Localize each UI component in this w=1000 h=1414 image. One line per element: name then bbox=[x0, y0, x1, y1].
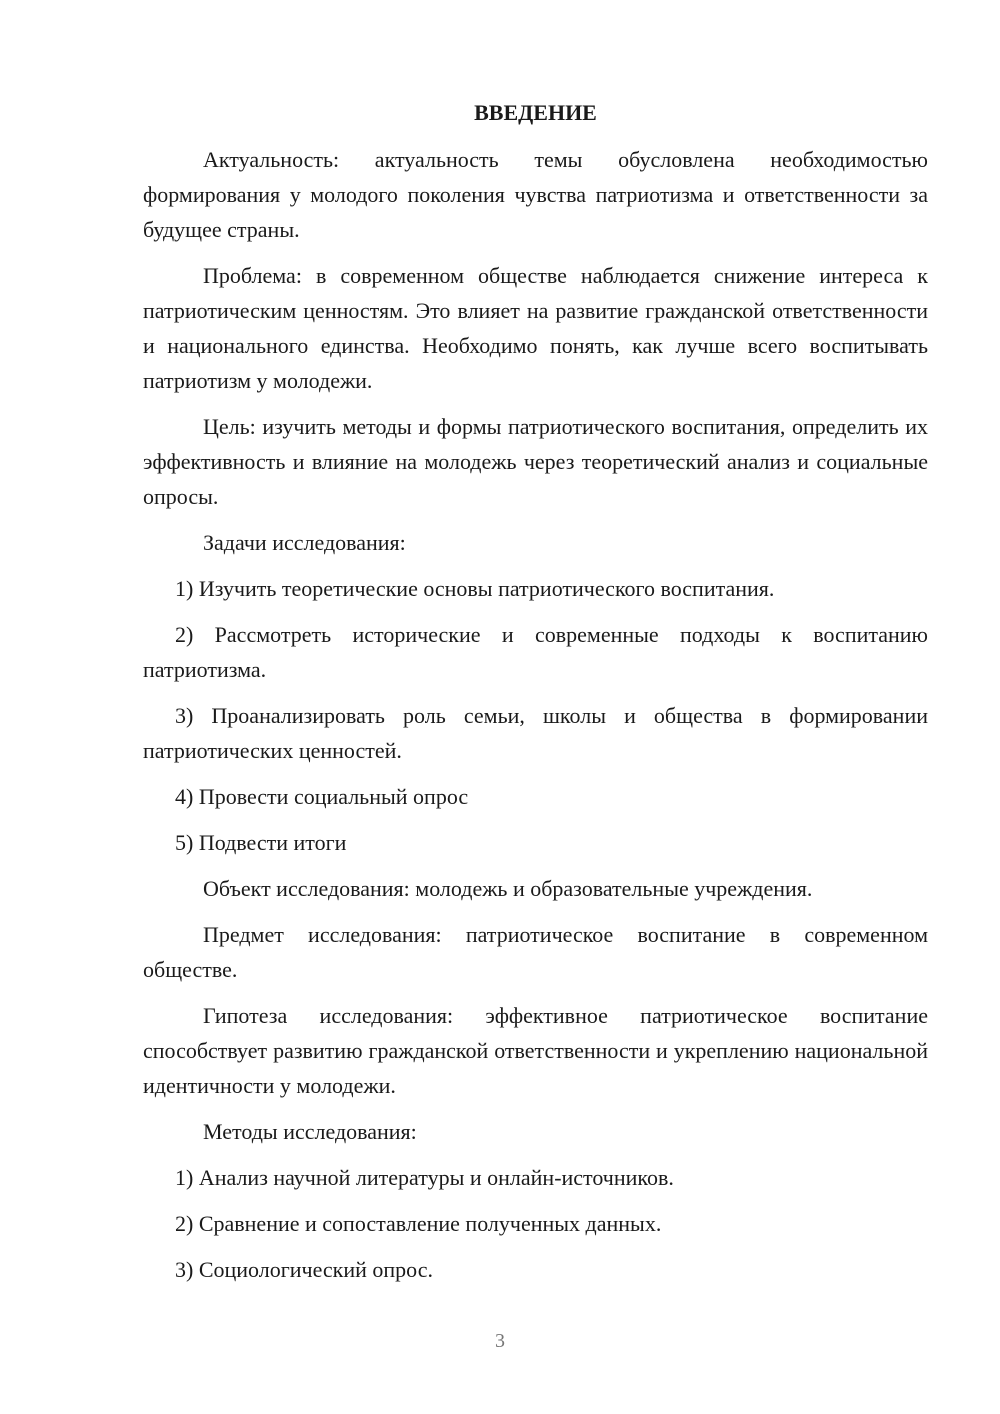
document-page bbox=[143, 95, 928, 1298]
method-item: 3) Социологический опрос. bbox=[175, 1257, 433, 1282]
tasks-heading: Задачи исследования: bbox=[203, 530, 406, 555]
goal-paragraph: Цель: изучить методы и формы патриотического воспитания, определить их эффективность и влияние на молодежь через теоретический анализ и социальные опросы. bbox=[143, 414, 928, 509]
object-paragraph: Объект исследования: молодежь и образовательные учреждения. bbox=[203, 876, 813, 901]
subject-paragraph: Предмет исследования: патриотическое воспитание в современном обществе. bbox=[143, 922, 928, 982]
task-item: 4) Провести социальный опрос bbox=[175, 784, 469, 809]
problem-paragraph: Проблема: в современном обществе наблюдается снижение интереса к патриотическим ценностям. Это влияет на развитие гражданской ответственности и национального единства. Необходимо понять, как лучше всего воспитывать патриотизм у молодежи. bbox=[143, 263, 928, 393]
task-item: 3) Проанализировать роль семьи, школы и общества в формировании патриотических ценностей. bbox=[143, 703, 928, 763]
page-number: 3 bbox=[495, 1330, 505, 1352]
method-item: 2) Сравнение и сопоставление полученных данных. bbox=[175, 1211, 662, 1236]
hypothesis-paragraph: Гипотеза исследования: эффективное патриотическое воспитание способствует развитию гражданской ответственности и укреплению национальной идентичности у молодежи. bbox=[143, 1003, 928, 1098]
task-item: 5) Подвести итоги bbox=[175, 830, 347, 855]
relevance-paragraph: Актуальность: актуальность темы обусловлена необходимостью формирования у молодого поколения чувства патриотизма и ответственности за будущее страны. bbox=[143, 147, 928, 242]
method-item: 1) Анализ научной литературы и онлайн-источников. bbox=[175, 1165, 674, 1190]
document-title: ВВЕДЕНИЕ bbox=[474, 100, 597, 125]
task-item: 2) Рассмотреть исторические и современные подходы к воспитанию патриотизма. bbox=[143, 622, 928, 682]
task-item: 1) Изучить теоретические основы патриотического воспитания. bbox=[175, 576, 775, 601]
methods-heading: Методы исследования: bbox=[203, 1119, 417, 1144]
